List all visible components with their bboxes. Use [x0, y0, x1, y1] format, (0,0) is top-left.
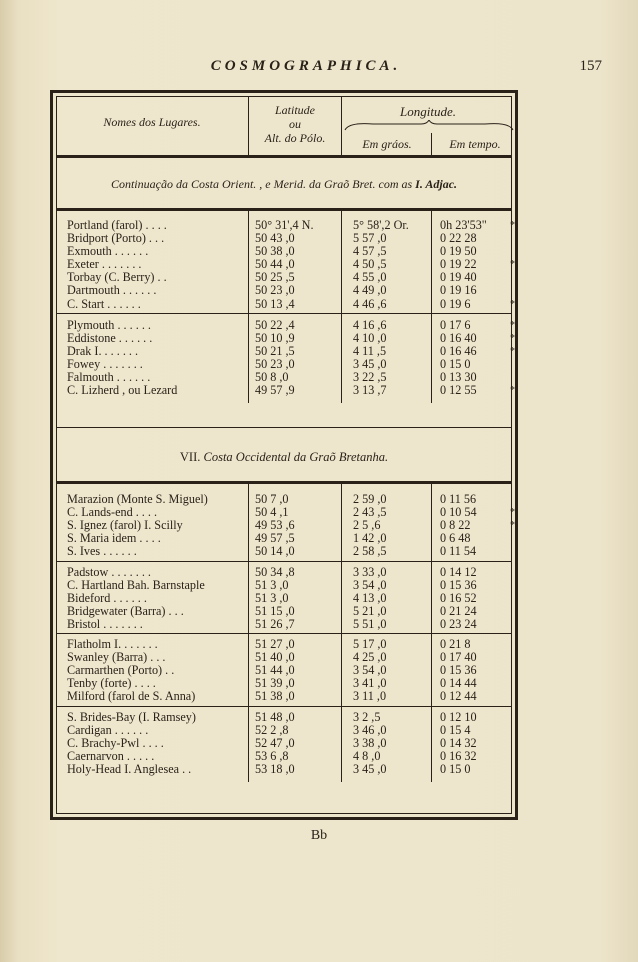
longitude-degrees: 3 41 ,0 [353, 676, 387, 691]
place-name: Bristol . . . . . . . [67, 617, 143, 631]
section2-top-rule [57, 427, 511, 428]
place-name: S. Ives . . . . . . [67, 545, 137, 559]
place-name: C. Hartland Bah. Barnstaple [67, 578, 205, 592]
longitude-time: 0 19 16 [440, 283, 477, 298]
longitude-degrees: 4 10 ,0 [353, 330, 387, 345]
place-name: Portland (farol) . . . . [67, 219, 167, 232]
place-name: Caernarvon . . . . . [67, 749, 155, 763]
latitude-value: 50 23 ,0 [255, 356, 295, 371]
longitude-time: 0 16 32 [440, 748, 477, 763]
longitude-degrees: 4 25 ,0 [353, 650, 387, 665]
place-name: S. Brides-Bay (I. Ramsey) [67, 710, 196, 724]
latitude-value: 50 43 ,0 [255, 231, 295, 246]
latitude-value: 49 57 ,5 [255, 531, 295, 546]
place-name: Tenby (forte) . . . . [67, 677, 156, 691]
place-name: Flatholm I. . . . . . . [67, 638, 158, 651]
section2-title [57, 450, 511, 465]
header-divider-1 [248, 97, 249, 155]
longitude-degrees: 4 46 ,6 [353, 296, 387, 311]
star-mark: * [510, 507, 515, 519]
place-name: Padstow . . . . . . . [67, 565, 151, 579]
longitude-time: 0 10 54 [440, 505, 477, 520]
running-head [0, 58, 638, 80]
star-mark: * [510, 345, 515, 357]
longitude-degrees: 5 17 ,0 [353, 637, 387, 651]
place-name: Holy-Head I. Anglesea . . [67, 762, 192, 776]
longitude-degrees: 2 43 ,5 [353, 505, 387, 520]
latitude-value: 51 3 ,0 [255, 577, 289, 592]
table-row [57, 618, 511, 631]
star-mark: * [510, 220, 515, 231]
latitude-value: 51 48 ,0 [255, 709, 295, 724]
table-row [57, 330, 515, 345]
header-place: Nomes dos Lugares. [103, 115, 201, 129]
longitude-degrees: 5 57 ,0 [353, 231, 387, 246]
column-divider-2 [341, 209, 342, 403]
latitude-value: 50 38 ,0 [255, 244, 295, 259]
longitude-time: 0 19 22 [440, 257, 477, 272]
table-row [57, 579, 511, 592]
longitude-degrees: 4 55 ,0 [353, 270, 387, 285]
place-name: Cardigan . . . . . . [67, 723, 149, 737]
row-group [57, 711, 511, 776]
longitude-degrees: 4 8 ,0 [353, 748, 381, 763]
longitude-time: 0 19 50 [440, 244, 477, 259]
place-name: S. Maria idem . . . . [67, 532, 161, 546]
longitude-time: 0 16 46 [440, 343, 477, 358]
table-row [57, 592, 511, 605]
latitude-value: 51 3 ,0 [255, 590, 289, 605]
row-group [57, 492, 515, 559]
longitude-degrees: 4 50 ,5 [353, 257, 387, 272]
row-group [57, 566, 511, 631]
latitude-value: 53 6 ,8 [255, 748, 289, 763]
longitude-time: 0 17 40 [440, 650, 477, 665]
longitude-degrees: 5 51 ,0 [353, 616, 387, 631]
latitude-value: 52 47 ,0 [255, 735, 295, 750]
latitude-value: 50 34 ,8 [255, 564, 295, 579]
longitude-time: 0 11 54 [440, 544, 477, 559]
longitude-time: 0 15 36 [440, 577, 477, 592]
longitude-time: 0 12 10 [440, 709, 477, 724]
longitude-time: 0 14 44 [440, 676, 477, 691]
header-latitude [249, 103, 341, 145]
table-row [57, 545, 511, 558]
table-row [57, 605, 511, 618]
place-name: Bridport (Porto) . . . [67, 232, 165, 246]
longitude-degrees: 2 5 ,6 [353, 518, 381, 533]
longitude-time: 0 16 52 [440, 590, 477, 605]
latitude-value: 50 8 ,0 [255, 370, 289, 385]
section1-title-text: Continuação da Costa Orient. , e Merid. da Graõ Bret. com as [110, 177, 416, 191]
table-row [57, 763, 511, 776]
running-title: COSMOGRAPHICA. [210, 58, 402, 74]
star-mark: * [510, 319, 515, 331]
longitude-time: 0 16 40 [440, 330, 477, 345]
table-row [57, 737, 511, 750]
row-group [57, 317, 515, 398]
longitude-time: 0 21 8 [440, 637, 471, 651]
latitude-value: 50 14 ,0 [255, 544, 295, 559]
longitude-brace-icon [343, 120, 515, 132]
longitude-degrees: 3 46 ,0 [353, 722, 387, 737]
longitude-degrees: 3 45 ,0 [353, 356, 387, 371]
longitude-time: 0 15 4 [440, 722, 471, 737]
group-divider [57, 313, 511, 314]
longitude-time: 0 15 0 [440, 356, 471, 371]
coordinates-table [50, 90, 518, 820]
longitude-time: 0 12 55 [440, 383, 477, 398]
longitude-degrees: 3 38 ,0 [353, 735, 387, 750]
section1-title-islands: I. Adjac. [415, 177, 458, 191]
longitude-degrees: 4 49 ,0 [353, 283, 387, 298]
latitude-value: 50 21 ,5 [255, 343, 295, 358]
place-name: Carmarthen (Porto) . . [67, 664, 175, 678]
header-rule [57, 155, 511, 158]
column-divider-2 [341, 483, 342, 782]
longitude-time: 0 11 56 [440, 492, 477, 506]
longitude-time: 0 21 24 [440, 603, 477, 618]
place-name: Plymouth . . . . . . [67, 318, 151, 332]
column-divider-3 [431, 209, 432, 403]
latitude-value: 50 25 ,5 [255, 270, 295, 285]
column-divider-3 [431, 483, 432, 782]
table-row [57, 343, 515, 358]
latitude-value: 50 4 ,1 [255, 505, 289, 520]
longitude-degrees: 4 11 ,5 [353, 343, 387, 358]
place-name: Exmouth . . . . . . [67, 245, 149, 259]
place-name: Bridgewater (Barra) . . . [67, 604, 184, 618]
star-mark: * [510, 298, 515, 310]
longitude-degrees: 3 33 ,0 [353, 564, 387, 579]
table-row [57, 690, 511, 703]
longitude-time: 0 15 36 [440, 663, 477, 678]
column-divider-1 [248, 209, 249, 403]
latitude-value: 50 44 ,0 [255, 257, 295, 272]
header-divider-3 [431, 133, 432, 155]
longitude-degrees: 4 16 ,6 [353, 317, 387, 332]
table-row [57, 724, 511, 737]
latitude-value: 50 22 ,4 [255, 317, 295, 332]
longitude-time: 0 6 48 [440, 531, 471, 546]
longitude-degrees: 3 2 ,5 [353, 709, 381, 724]
section1-rule [57, 208, 511, 211]
longitude-degrees: 3 11 ,0 [353, 689, 387, 704]
latitude-value: 51 39 ,0 [255, 676, 295, 691]
latitude-value: 53 18 ,0 [255, 761, 295, 776]
latitude-value: 51 26 ,7 [255, 616, 295, 631]
table-row [57, 750, 511, 763]
longitude-degrees: 3 54 ,0 [353, 577, 387, 592]
place-name: Swanley (Barra) . . . [67, 651, 166, 665]
table-row [57, 566, 511, 579]
table-row [57, 317, 515, 332]
section1-title [57, 177, 511, 192]
table-inner-border [56, 96, 515, 814]
latitude-value: 50 23 ,0 [255, 283, 295, 298]
longitude-time: 0 12 44 [440, 689, 477, 704]
header-degrees: Em gráos. [362, 137, 412, 151]
latitude-value: 50° 31',4 N. [255, 218, 314, 232]
longitude-time: 0 13 30 [440, 370, 477, 385]
place-name: Bideford . . . . . . [67, 591, 147, 605]
header-longitude: Longitude. [400, 104, 456, 119]
group-divider [57, 633, 511, 634]
place-name: Drak I. . . . . . . [67, 344, 139, 358]
longitude-time: 0 19 6 [440, 296, 471, 311]
latitude-value: 50 13 ,4 [255, 296, 295, 311]
signature-mark: Bb [310, 828, 328, 843]
longitude-time: 0 22 28 [440, 231, 477, 246]
table-row [57, 284, 511, 297]
place-name: S. Ignez (farol) I. Scilly [67, 519, 183, 533]
group-divider [57, 706, 511, 707]
table-row [57, 296, 515, 311]
header-time: Em tempo. [449, 137, 501, 151]
place-name: Marazion (Monte S. Miguel) [67, 493, 208, 506]
column-divider-1 [248, 483, 249, 782]
longitude-time: 0 15 0 [440, 761, 471, 776]
latitude-value: 51 44 ,0 [255, 663, 295, 678]
header-divider-2 [341, 97, 342, 155]
section2-title-text: Costa Occidental da Graõ Bretanha. [203, 450, 389, 464]
star-mark: * [510, 520, 515, 532]
latitude-value: 51 27 ,0 [255, 637, 295, 651]
longitude-degrees: 3 22 ,5 [353, 370, 387, 385]
section2-number: VII. [179, 450, 201, 464]
longitude-degrees: 5 21 ,0 [353, 603, 387, 618]
latitude-value: 51 40 ,0 [255, 650, 295, 665]
longitude-time: 0 8 22 [440, 518, 471, 533]
latitude-value: 51 15 ,0 [255, 603, 295, 618]
longitude-degrees: 2 59 ,0 [353, 492, 387, 506]
place-name: Eddistone . . . . . . [67, 331, 153, 345]
longitude-degrees: 3 13 ,7 [353, 383, 387, 398]
place-name: C. Lands-end . . . . [67, 506, 158, 520]
longitude-degrees: 2 58 ,5 [353, 544, 387, 559]
header-latitude-line1: Latitude [274, 103, 315, 117]
header-latitude-line3: Alt. do Pólo. [264, 131, 326, 145]
latitude-value: 52 2 ,8 [255, 722, 289, 737]
row-group [57, 218, 515, 311]
longitude-degrees: 1 42 ,0 [353, 531, 387, 546]
place-name: C. Start . . . . . . [67, 297, 141, 311]
longitude-degrees: 3 45 ,0 [353, 761, 387, 776]
place-name: Exeter . . . . . . . [67, 258, 142, 272]
row-group [57, 638, 511, 703]
group-divider [57, 561, 511, 562]
latitude-value: 49 53 ,6 [255, 518, 295, 533]
place-name: Dartmouth . . . . . . [67, 284, 157, 298]
longitude-degrees: 3 54 ,0 [353, 663, 387, 678]
latitude-value: 49 57 ,9 [255, 383, 295, 398]
longitude-time: 0 19 40 [440, 270, 477, 285]
latitude-value: 51 38 ,0 [255, 689, 295, 704]
star-mark: * [510, 385, 515, 397]
table-row [57, 711, 511, 724]
page-number: 157 [579, 58, 602, 74]
star-mark: * [510, 259, 515, 271]
longitude-time: 0h 23'53" [440, 218, 487, 232]
longitude-time: 0 14 32 [440, 735, 477, 750]
place-name: C. Lizherd , ou Lezard [67, 384, 178, 398]
longitude-time: 0 23 24 [440, 616, 477, 631]
place-name: Falmouth . . . . . . [67, 371, 151, 385]
longitude-degrees: 5° 58',2 Or. [353, 218, 409, 232]
place-name: Torbay (C. Berry) . . [67, 271, 167, 285]
longitude-degrees: 4 57 ,5 [353, 244, 387, 259]
longitude-time: 0 14 12 [440, 564, 477, 579]
latitude-value: 50 7 ,0 [255, 492, 289, 506]
star-mark: * [510, 332, 515, 344]
place-name: C. Brachy-Pwl . . . . [67, 736, 164, 750]
section2-rule [57, 481, 511, 484]
table-row [57, 383, 515, 398]
place-name: Milford (farol de S. Anna) [67, 690, 196, 704]
longitude-time: 0 17 6 [440, 317, 471, 332]
latitude-value: 50 10 ,9 [255, 330, 295, 345]
longitude-degrees: 4 13 ,0 [353, 590, 387, 605]
header-latitude-line2: ou [289, 117, 301, 131]
place-name: Fowey . . . . . . . [67, 357, 143, 371]
